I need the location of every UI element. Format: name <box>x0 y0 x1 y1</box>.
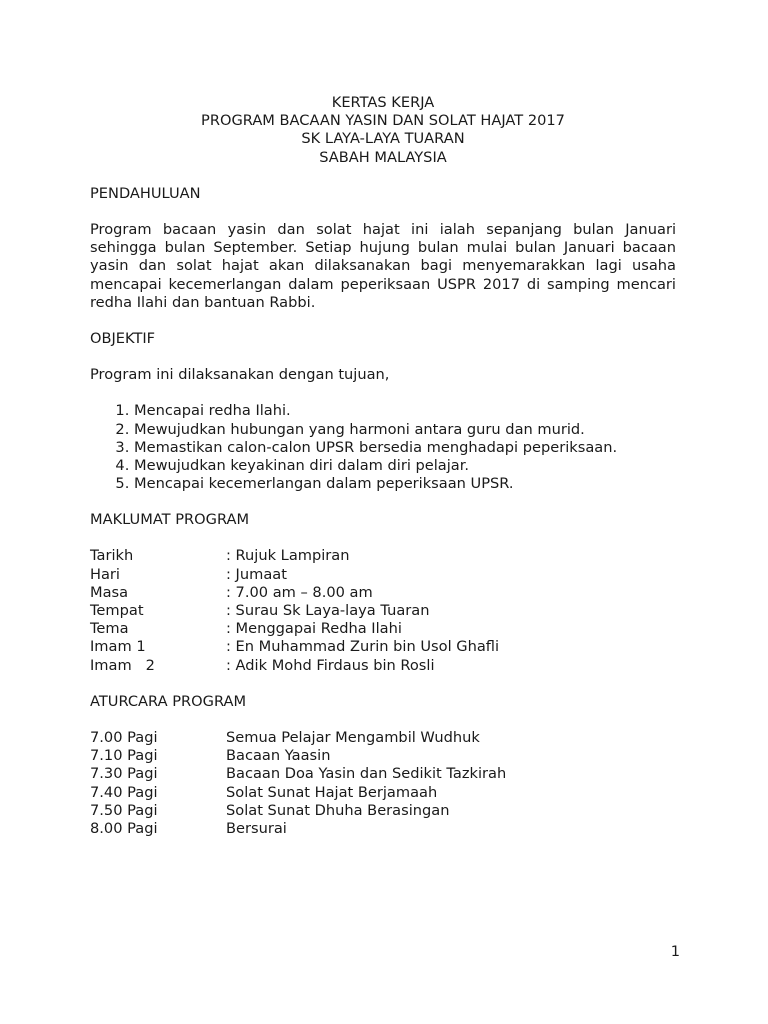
title-line: KERTAS KERJA <box>331 94 435 111</box>
agenda-time: 7.10 Pagi <box>90 747 158 765</box>
info-value: : 7.00 am – 8.00 am <box>226 583 373 601</box>
info-row <box>90 547 676 565</box>
agenda-time: 8.00 Pagi <box>90 819 158 837</box>
document-page <box>90 94 676 838</box>
agenda-row <box>90 765 676 783</box>
agenda-activity: Solat Sunat Dhuha Berasingan <box>226 801 450 819</box>
objektif-list <box>90 402 676 493</box>
agenda-row <box>90 802 676 820</box>
agenda-activity: Bacaan Yaasin <box>226 747 331 765</box>
list-item: 4. Mewujudkan keyakinan diri dalam diri pelajar. <box>134 457 676 475</box>
list-item: 3. Memastikan calon-calon UPSR bersedia menghadapi peperiksaan. <box>134 439 676 457</box>
agenda-activity: Solat Sunat Hajat Berjamaah <box>226 783 438 801</box>
info-label: Masa <box>90 583 129 601</box>
title-line: SK LAYA-LAYA TUARAN <box>301 130 465 148</box>
info-value: : Rujuk Lampiran <box>226 547 350 565</box>
info-label: Tempat <box>90 602 144 620</box>
info-label: Imam 2 <box>90 656 155 674</box>
agenda-time: 7.50 Pagi <box>90 801 158 819</box>
agenda-activity: Bacaan Doa Yasin dan Sedikit Tazkirah <box>226 765 507 783</box>
pendahuluan-paragraph: Program bacaan yasin dan solat hajat ini ialah sepanjang bulan Januari sehingga bulan September. Setiap hujung bulan mulai bulan Januari bacaan yasin dan solat hajat akan dilaksanakan bagi menyemarakkan lagi usaha mencapai kecemerlangan dalam peperiksaan USPR 2017 di samping mencari redha Ilahi dan bantuan Rabbi. <box>90 220 676 311</box>
agenda-row <box>90 820 676 838</box>
info-row <box>90 584 676 602</box>
maklumat-table <box>90 547 676 674</box>
list-item: 2. Mewujudkan hubungan yang harmoni antara guru dan murid. <box>134 421 676 439</box>
info-value: : En Muhammad Zurin bin Usol Ghafli <box>226 638 500 656</box>
info-row <box>90 620 676 638</box>
info-label: Hari <box>90 565 120 583</box>
info-row <box>90 602 676 620</box>
title-line: PROGRAM BACAAN YASIN DAN SOLAT HAJAT 2017 <box>201 112 565 130</box>
agenda-time: 7.40 Pagi <box>90 783 158 801</box>
info-label: Imam 1 <box>90 638 146 656</box>
title-line: SABAH MALAYSIA <box>319 148 447 166</box>
list-item: 5. Mencapai kecemerlangan dalam peperiksaan UPSR. <box>134 475 676 493</box>
section-heading-aturcara: ATURCARA PROGRAM <box>90 692 247 710</box>
info-value: : Jumaat <box>226 565 287 583</box>
agenda-time: 7.30 Pagi <box>90 765 158 783</box>
info-value: : Surau Sk Laya-laya Tuaran <box>226 602 430 620</box>
agenda-activity: Bersurai <box>226 819 287 837</box>
aturcara-table <box>90 729 676 838</box>
info-value: : Menggapai Redha Ilahi <box>226 620 402 638</box>
info-row <box>90 657 676 675</box>
objektif-lead: Program ini dilaksanakan dengan tujuan, <box>90 366 390 384</box>
info-row <box>90 638 676 656</box>
section-heading-pendahuluan: PENDAHULUAN <box>90 184 201 202</box>
agenda-activity: Semua Pelajar Mengambil Wudhuk <box>226 728 480 746</box>
agenda-row <box>90 747 676 765</box>
document-title <box>90 94 676 167</box>
agenda-time: 7.00 Pagi <box>90 728 158 746</box>
agenda-row <box>90 784 676 802</box>
section-heading-maklumat: MAKLUMAT PROGRAM <box>90 511 250 529</box>
info-row <box>90 566 676 584</box>
info-label: Tema <box>90 620 129 638</box>
list-item: 1. Mencapai redha Ilahi. <box>134 402 676 420</box>
info-label: Tarikh <box>90 547 134 565</box>
section-heading-objektif: OBJEKTIF <box>90 329 156 347</box>
info-value: : Adik Mohd Firdaus bin Rosli <box>226 656 435 674</box>
agenda-row <box>90 729 676 747</box>
page-number: 1 <box>670 943 680 960</box>
